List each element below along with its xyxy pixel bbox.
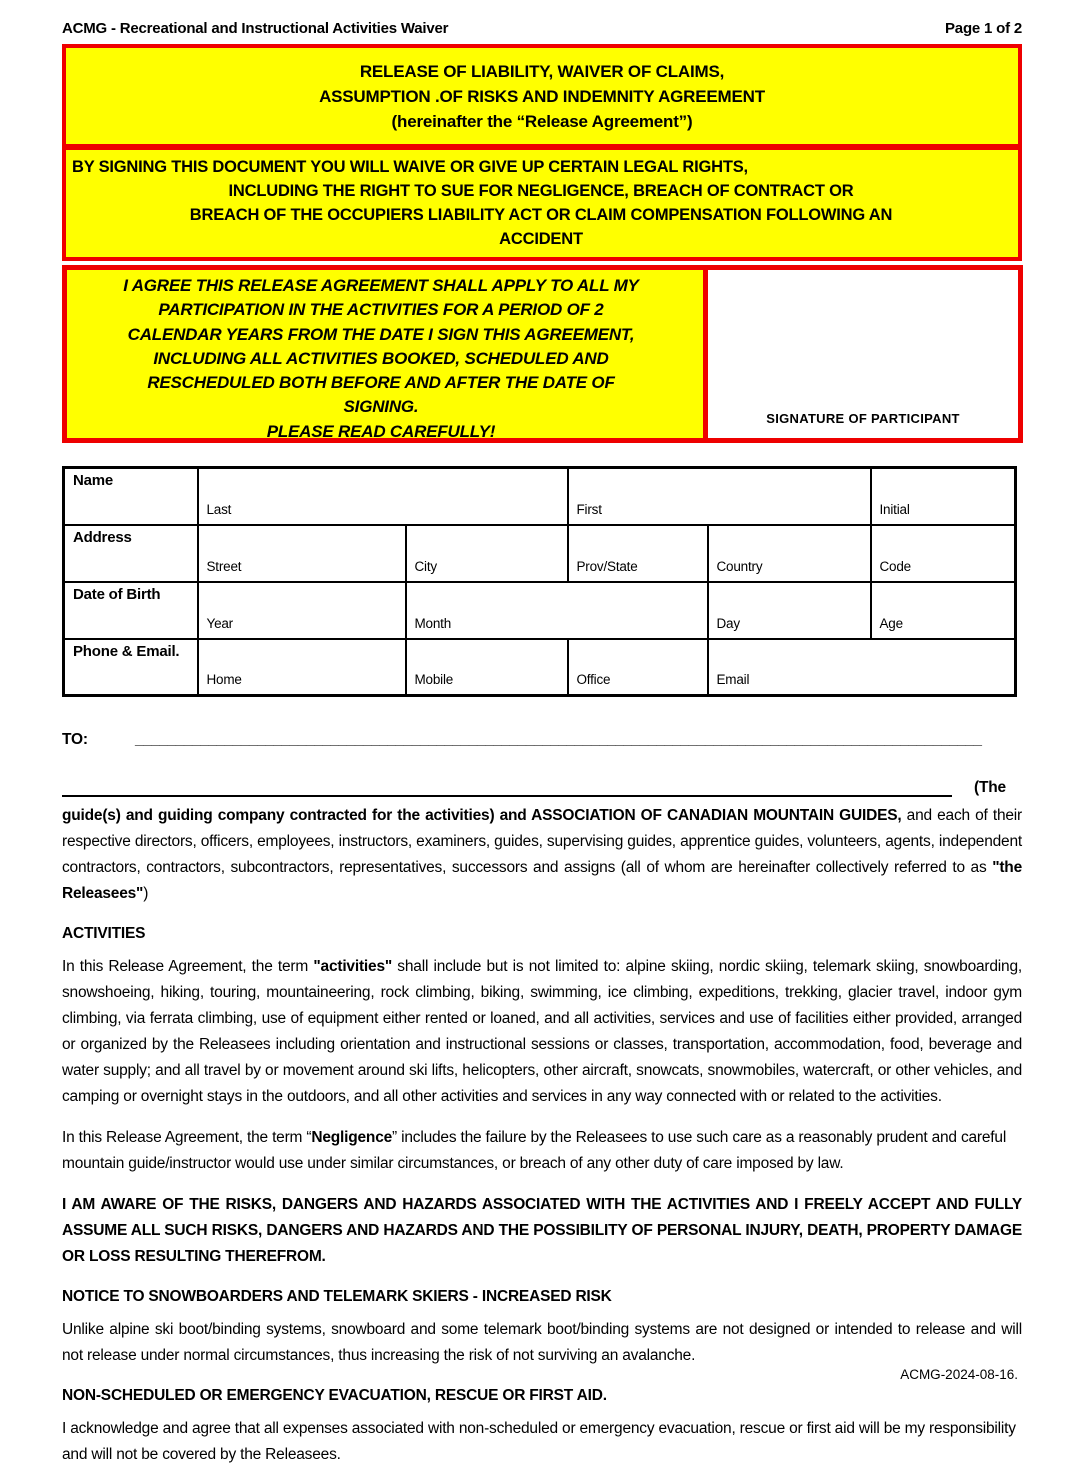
releasees-intro-open: (The xyxy=(974,779,1006,796)
document-title: ACMG - Recreational and Instructional Activities Waiver xyxy=(62,20,449,37)
warning-first-line: BY SIGNING THIS DOCUMENT YOU WILL WAIVE OR GIVE UP CERTAIN LEGAL RIGHTS, xyxy=(72,158,748,176)
form-field-email[interactable] xyxy=(708,639,1016,696)
field-label: First xyxy=(576,501,602,517)
company-fill-line[interactable] xyxy=(62,779,952,797)
form-field-city[interactable] xyxy=(406,525,568,582)
to-fill-line[interactable]: ________________________________________________________________________________________________________ xyxy=(135,731,982,748)
evacuation-paragraph: I acknowledge and agree that all expenses associated with non-scheduled or emergency evacuation, rescue or first aid will be my responsibility and will not be covered by the Releasees. xyxy=(62,1420,1016,1463)
snowboarders-paragraph: Unlike alpine ski boot/binding systems, snowboard and some telemark boot/binding systems are not designed or intended to release and will not release under normal circumstances, thus increasing the risk of not surviving an avalanche. xyxy=(62,1321,1022,1364)
table-row xyxy=(64,639,1016,696)
release-title-lines: RELEASE OF LIABILITY, WAIVER OF CLAIMS, ASSUMPTION .OF RISKS AND INDEMNITY AGREEMENT (hereinafter the “Release Agreement”) xyxy=(319,62,765,131)
field-label: Code xyxy=(879,558,911,574)
agreement-period-banner xyxy=(62,265,1022,443)
form-field-day[interactable] xyxy=(708,582,871,639)
agreement-period-text: I AGREE THIS RELEASE AGREEMENT SHALL APPLY TO ALL MY PARTICIPATION IN THE ACTIVITIES FOR A PERIOD OF 2 CALENDAR YEARS FROM THE DATE I SIGN THIS AGREEMENT, INCLUDING ALL ACTIVITIES BOOKED, SCHEDULED AND RESCHEDULED BOTH BEFORE AND AFTER THE DATE OF SIGNING. PLEASE READ CAREFULLY! xyxy=(123,276,639,441)
form-field-last[interactable] xyxy=(198,468,568,525)
field-label: Office xyxy=(576,672,611,687)
warning-lines: INCLUDING THE RIGHT TO SUE FOR NEGLIGENCE, BREACH OF CONTRACT OR BREACH OF THE OCCUPIERS LIABILITY ACT OR CLAIM COMPENSATION FOLLOWING AN ACCIDENT xyxy=(189,182,893,248)
table-row xyxy=(64,582,1016,639)
to-label: TO: xyxy=(62,731,88,748)
form-field-initial[interactable] xyxy=(871,468,1016,525)
form-field-first[interactable] xyxy=(568,468,871,525)
field-label: Year xyxy=(206,615,233,631)
form-field-street[interactable] xyxy=(198,525,406,582)
document-version: ACMG-2024-08-16. xyxy=(900,1367,1018,1382)
company-line-row xyxy=(62,779,1022,797)
field-label: Last xyxy=(206,501,232,517)
activities-paragraph: In this Release Agreement, the term "activities" shall include but is not limited to: alpine skiing, nordic skiing, telemark skiing, snowboarding, snowshoeing, hiking, touring, mountaineering, rock climbing, biking, swimming, ice climbing, expeditions, trekking, glacier travel, indoor gym climbing, via ferrata climbing, use of equipment either rented or loaned, and all activities, services and use of facilities either provided, arranged or organized by the Releasees including orientation and instructional sessions or classes, transportation, accommodation, food, beverage and water supply; and all travel by or movement around ski lifts, helicopters, other aircraft, snowcats, snowmobiles, watercraft, or other vehicles, and camping or overnight stays in the outdoors, and all other activities and services in any way connected with or related to the activities. xyxy=(62,958,1022,1105)
field-label: Initial xyxy=(879,501,910,517)
form-field-office[interactable] xyxy=(568,639,708,696)
form-field-year[interactable] xyxy=(198,582,406,639)
page-header xyxy=(62,20,1022,37)
snowboarders-heading: NOTICE TO SNOWBOARDERS AND TELEMARK SKIERS - INCREASED RISK xyxy=(62,1288,612,1305)
evacuation-heading: NON-SCHEDULED OR EMERGENCY EVACUATION, RESCUE OR FIRST AID. xyxy=(62,1387,607,1404)
legal-rights-warning-banner xyxy=(62,147,1022,261)
risk-acceptance-paragraph: I AM AWARE OF THE RISKS, DANGERS AND HAZARDS ASSOCIATED WITH THE ACTIVITIES AND I FREELY ACCEPT AND FULLY ASSUME ALL SUCH RISKS, DANGERS AND HAZARDS AND THE POSSIBILITY OF PERSONAL INJURY, DEATH, PROPERTY DAMAGE OR LOSS RESULTING THEREFROM. xyxy=(62,1196,1022,1265)
form-field-mobile[interactable] xyxy=(406,639,568,696)
form-field-age[interactable] xyxy=(871,582,1016,639)
release-title-banner xyxy=(62,44,1022,147)
field-label: City xyxy=(414,558,437,574)
field-label: Street xyxy=(206,558,242,574)
form-field-code[interactable] xyxy=(871,525,1016,582)
signature-label: SIGNATURE OF PARTICIPANT xyxy=(766,410,960,426)
row-label: Date of Birth xyxy=(64,582,198,639)
table-row xyxy=(64,468,1016,525)
row-label: Phone & Email. xyxy=(64,639,198,696)
signature-box[interactable] xyxy=(703,265,1023,443)
field-label: Home xyxy=(206,672,242,687)
field-label: Prov/State xyxy=(576,558,638,574)
row-label: Name xyxy=(64,468,198,525)
to-row xyxy=(62,731,1022,749)
field-label: Country xyxy=(716,558,763,574)
participant-info-table xyxy=(62,466,1017,697)
negligence-paragraph: In this Release Agreement, the term “Negligence” includes the failure by the Releasees to use such care as a reasonably prudent and careful mountain guide/instructor would use under similar circumstances, or breach of any other duty of care imposed by law. xyxy=(62,1129,1007,1172)
field-label: Day xyxy=(716,615,740,631)
field-label: Email xyxy=(716,672,750,687)
row-label: Address xyxy=(64,525,198,582)
form-field-month[interactable] xyxy=(406,582,708,639)
form-field-home[interactable] xyxy=(198,639,406,696)
activities-heading: ACTIVITIES xyxy=(62,925,146,942)
form-field-prov-state[interactable] xyxy=(568,525,708,582)
releasees-paragraph: guide(s) and guiding company contracted for the activities) and ASSOCIATION OF CANADIAN MOUNTAIN GUIDES, and each of their respective directors, officers, employees, instructors, examiners, guides, supervising guides, apprentice guides, volunteers, agents, independent contractors, contractors, subcontractors, representatives, successors and assigns (all of whom are hereinafter collectively referred to as "the Releasees") xyxy=(62,807,1023,902)
field-label: Mobile xyxy=(414,672,454,687)
form-field-country[interactable] xyxy=(708,525,871,582)
table-row xyxy=(64,525,1016,582)
page-number: Page 1 of 2 xyxy=(945,20,1022,37)
field-label: Month xyxy=(414,615,452,631)
field-label: Age xyxy=(879,615,903,631)
